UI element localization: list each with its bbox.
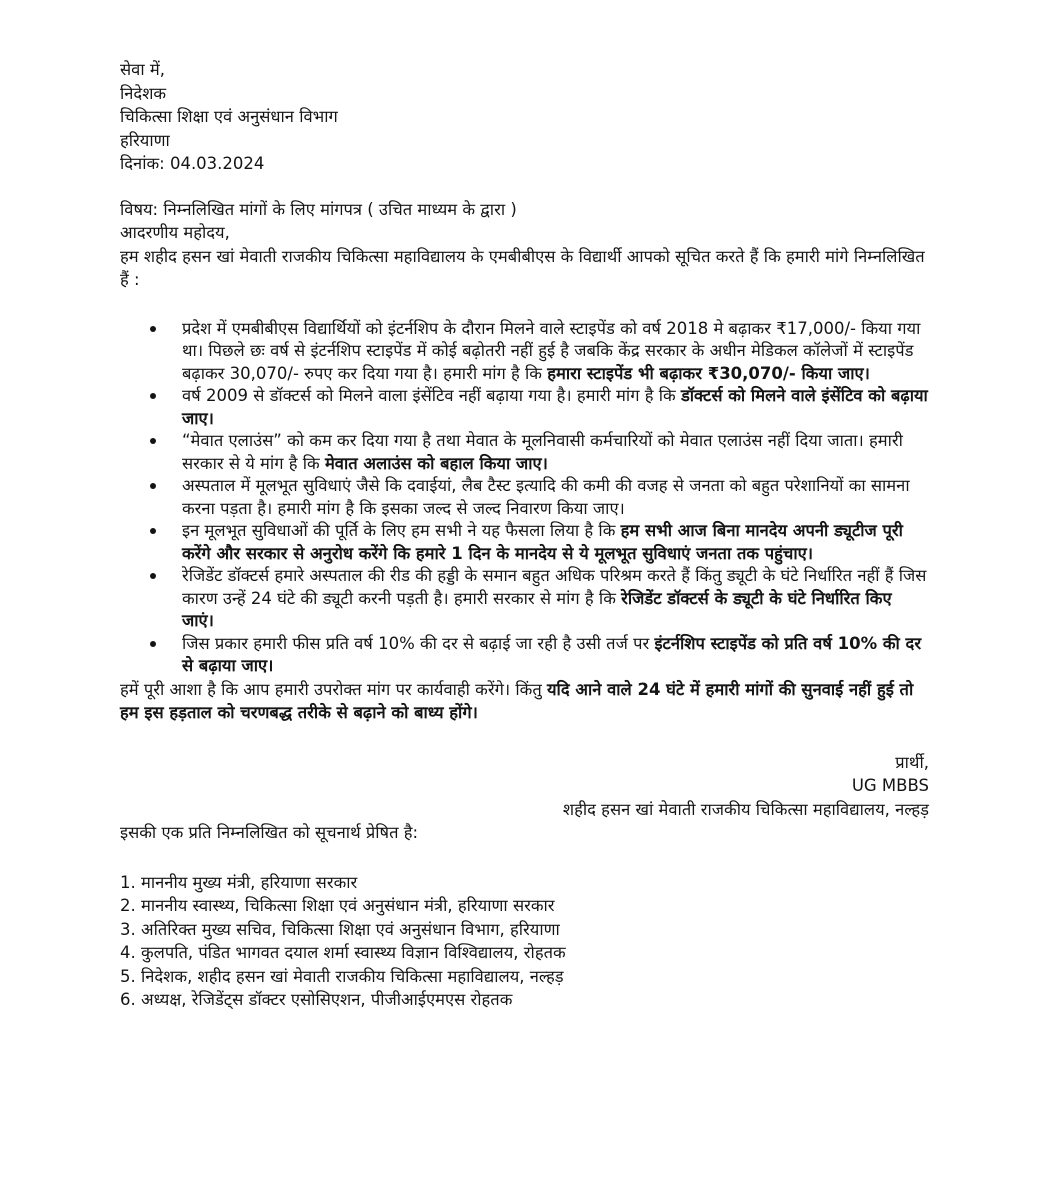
- demands-list: [120, 318, 929, 678]
- copy-intro: इसकी एक प्रति निम्नलिखित को सूचनार्थ प्रेषित है:: [120, 823, 419, 842]
- demand-item: वर्ष 2009 से डॉक्टर्स को मिलने वाला इंसेंटिव नहीं बढ़ाया गया है। हमारी मांग है कि डॉक्टर्स को मिलने वाले इंसेंटिव को बढ़ाया जाए।: [150, 385, 929, 430]
- subject-line: विषय: निम्नलिखित मांगों के लिए मांगपत्र ( उचित माध्यम के द्वारा ): [120, 199, 517, 219]
- signature-group: UG MBBS: [851, 776, 929, 795]
- letter-date: दिनांक: 04.03.2024: [120, 154, 265, 173]
- address-block: [120, 58, 929, 176]
- address-recipient: निदेशक: [120, 83, 167, 103]
- copy-recipient: 1. माननीय मुख्य मंत्री, हरियाणा सरकार: [120, 872, 358, 892]
- address-salutation: सेवा में,: [120, 60, 165, 79]
- signature-applicant: प्रार्थी,: [895, 752, 929, 772]
- address-state: हरियाणा: [120, 130, 170, 150]
- copy-recipient: 5. निदेशक, शहीद हसन खां मेवाती राजकीय चिकित्सा महाविद्यालय, नल्हड़: [120, 966, 564, 986]
- demand-item: अस्पताल में मूलभूत सुविधाएं जैसे कि दवाईयां, लैब टैस्ट इत्यादि की कमी की वजह से जनता को बहुत परेशानियों का सामना करना पड़ता है। हमारी मांग है कि इसका जल्द से जल्द निवारण किया जाए।: [150, 475, 929, 520]
- copy-recipient: 3. अतिरिक्त मुख्य सचिव, चिकित्सा शिक्षा एवं अनुसंधान विभाग, हरियाणा: [120, 919, 560, 939]
- address-department: चिकित्सा शिक्षा एवं अनुसंधान विभाग: [120, 107, 338, 126]
- demand-item: “मेवात एलाउंस” को कम कर दिया गया है तथा मेवात के मूलनिवासी कर्मचारियों को मेवात एलाउंस नहीं दिया जाता। हमारी सरकार से ये मांग है कि मेवात अलाउंस को बहाल किया जाए।: [150, 430, 929, 475]
- signature-block: [120, 751, 929, 822]
- demand-item: इन मूलभूत सुविधाओं की पूर्ति के लिए हम सभी ने यह फैसला लिया है कि हम सभी आज बिना मानदेय अपनी ड्यूटीज पूरी करेंगे और सरकार से अनुरोध करेंगे कि हमारे 1 दिन के मानदेय से ये मूलभूत सुविधाएं जनता तक पहुंचाए।: [150, 520, 929, 565]
- closing-paragraph: हमें पूरी आशा है कि आप हमारी उपरोक्त मांग पर कार्यवाही करेंगे। किंतु यदि आने वाले 24 घंटे में हमारी मांगों की सुनवाई नहीं हुई तो हम इस हड़ताल को चरणबद्ध तरीके से बढ़ाने को बाध्य होंगे।: [120, 679, 914, 722]
- copy-recipients-list: [120, 871, 929, 1012]
- salutation: आदरणीय महोदय,: [120, 223, 230, 242]
- copy-recipient: 4. कुलपति, पंडित भागवत दयाल शर्मा स्वास्थ्य विज्ञान विश्विद्यालय, रोहतक: [120, 943, 566, 962]
- copy-recipient: 6. अध्यक्ष, रेजिडेंट्स डॉक्टर एसोसिएशन, पीजीआईएमएस रोहतक: [120, 990, 513, 1009]
- demand-item: रेजिडेंट डॉक्टर्स हमारे अस्पताल की रीड की हड्डी के समान बहुत अधिक परिश्रम करते हैं किंतु ड्यूटी के घंटे निर्धारित नहीं हैं जिस कारण उन्हें 24 घंटे की ड्यूटी करनी पड़ती है। हमारी सरकार से मांग है कि रेजिडेंट डॉक्टर्स के ड्यूटी के घंटे निर्धारित किए जाएं।: [150, 565, 929, 633]
- intro-paragraph: हम शहीद हसन खां मेवाती राजकीय चिकित्सा महाविद्यालय के एमबीबीएस के विद्यार्थी आपको सूचित करते हैं कि हमारी मांगे निम्नलिखित हैं :: [120, 246, 925, 289]
- demand-item: प्रदेश में एमबीबीएस विद्यार्थियों को इंटर्नशिप के दौरान मिलने वाले स्टाइपेंड को वर्ष 2018 मे बढ़ाकर ₹17,000/- किया गया था। पिछले छः वर्ष से इंटर्नशिप स्टाइपेंड में कोई बढ़ोतरी नहीं हुई है जबकि केंद्र सरकार के अधीन मेडिकल कॉलेजों में स्टाइपेंड बढ़ाकर 30,070/- रुपए कर दिया गया है। हमारी मांग है कि हमारा स्टाइपेंड भी बढ़ाकर ₹30,070/- किया जाए।: [150, 318, 929, 386]
- copy-recipient: 2. माननीय स्वास्थ्य, चिकित्सा शिक्षा एवं अनुसंधान मंत्री, हरियाणा सरकार: [120, 896, 555, 915]
- signature-college: शहीद हसन खां मेवाती राजकीय चिकित्सा महाविद्यालय, नल्हड़: [562, 799, 929, 819]
- demand-item: जिस प्रकार हमारी फीस प्रति वर्ष 10% की दर से बढ़ाई जा रही है उसी तर्ज पर इंटर्नशिप स्टाइपेंड को प्रति वर्ष 10% की दर से बढ़ाया जाए।: [150, 633, 929, 678]
